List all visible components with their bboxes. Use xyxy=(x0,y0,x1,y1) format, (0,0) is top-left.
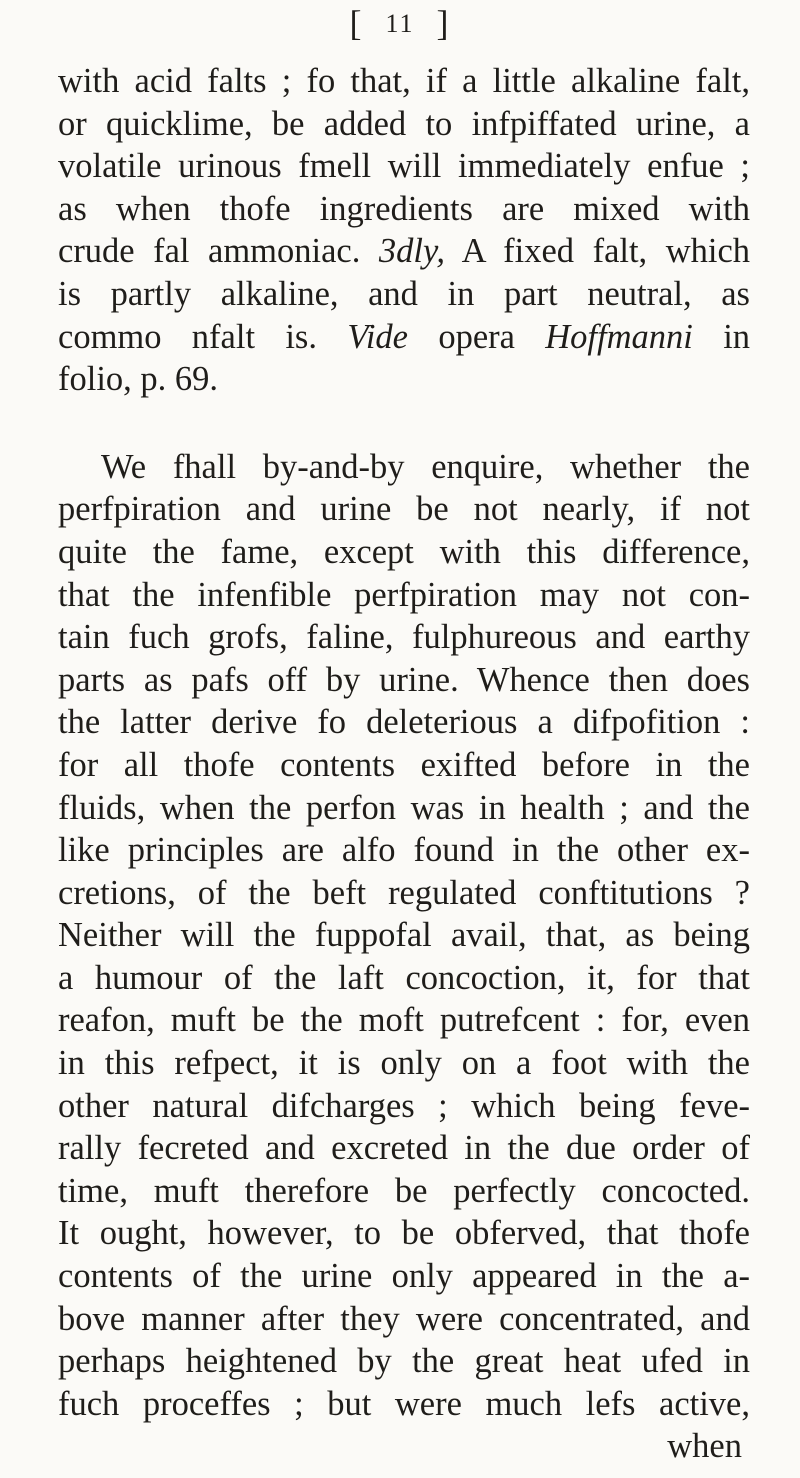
text-line: reafon, muft be the moft putrefcent : for, even xyxy=(58,1001,750,1040)
italic-span: Vide xyxy=(347,317,408,356)
text-line: It ought, however, to be obferved, that thofe xyxy=(58,1214,750,1253)
text-line: folio, p. 69. xyxy=(58,360,219,399)
italic-span: 3dly, xyxy=(378,232,446,271)
text-line: other natural difcharges ; which being feve- xyxy=(58,1086,750,1125)
text-line: cretions, of the beft regulated conftitutions ? xyxy=(58,873,750,912)
text-span: crude fal ammoniac. xyxy=(58,232,361,271)
text-line: for all thofe contents exifted before in the xyxy=(58,745,750,784)
text-line: fuch proceffes ; but were much lefs active, xyxy=(58,1384,750,1423)
paragraph-gap xyxy=(58,401,750,446)
text-line: parts as pafs off by urine. Whence then does xyxy=(58,660,750,699)
text-line: the latter derive fo deleterious a difpofition : xyxy=(58,703,750,742)
text-span: in xyxy=(723,317,751,356)
bracket-open: [ xyxy=(349,3,364,43)
bracket-close: ] xyxy=(436,3,451,43)
page-number: 11 xyxy=(385,9,415,38)
text-line: or quicklime, be added to infpiffated urine, a xyxy=(58,104,750,143)
text-line: is partly alkaline, and in part neutral, as xyxy=(58,274,750,313)
text-line: rally fecreted and excreted in the due order of xyxy=(58,1129,750,1168)
text-line: volatile urinous fmell will immediately enfue ; xyxy=(58,147,750,186)
text-line: as when thofe ingredients are mixed with xyxy=(58,189,750,228)
catchword: when xyxy=(667,1427,742,1466)
text-line: that the infenfible perfpiration may not con- xyxy=(58,575,750,614)
text-line xyxy=(58,316,750,359)
text-line xyxy=(58,230,750,273)
text-line: like principles are alfo found in the other ex- xyxy=(58,831,750,870)
text-line: We fhall by-and-by enquire, whether the xyxy=(101,447,750,486)
text-span: commo nfalt is. xyxy=(58,317,317,356)
text-line: fluids, when the perfon was in health ; and the xyxy=(58,788,750,827)
text-line: in this refpect, it is only on a foot with the xyxy=(58,1044,750,1083)
body-text xyxy=(58,60,750,1468)
text-line: with acid falts ; fo that, if a little alkaline falt, xyxy=(58,62,750,100)
text-line: time, muft therefore be perfectly concocted. xyxy=(58,1171,750,1210)
text-line: perfpiration and urine be not nearly, if not xyxy=(58,490,750,529)
text-line: Neither will the fuppofal avail, that, as being xyxy=(58,916,750,955)
text-line: a humour of the laft concoction, it, for that xyxy=(58,958,750,997)
text-span: opera xyxy=(438,317,515,356)
text-line: tain fuch grofs, faline, fulphureous and earthy xyxy=(58,618,750,657)
text-span: A fixed falt, which xyxy=(461,232,751,271)
page-header xyxy=(0,2,800,44)
text-line: perhaps heightened by the great heat ufed in xyxy=(58,1342,750,1381)
text-line: quite the fame, except with this difference, xyxy=(58,532,750,571)
text-line: contents of the urine only appeared in the a- xyxy=(58,1257,750,1296)
text-line: bove manner after they were concentrated, and xyxy=(58,1299,750,1338)
italic-span: Hoffmanni xyxy=(545,317,693,356)
